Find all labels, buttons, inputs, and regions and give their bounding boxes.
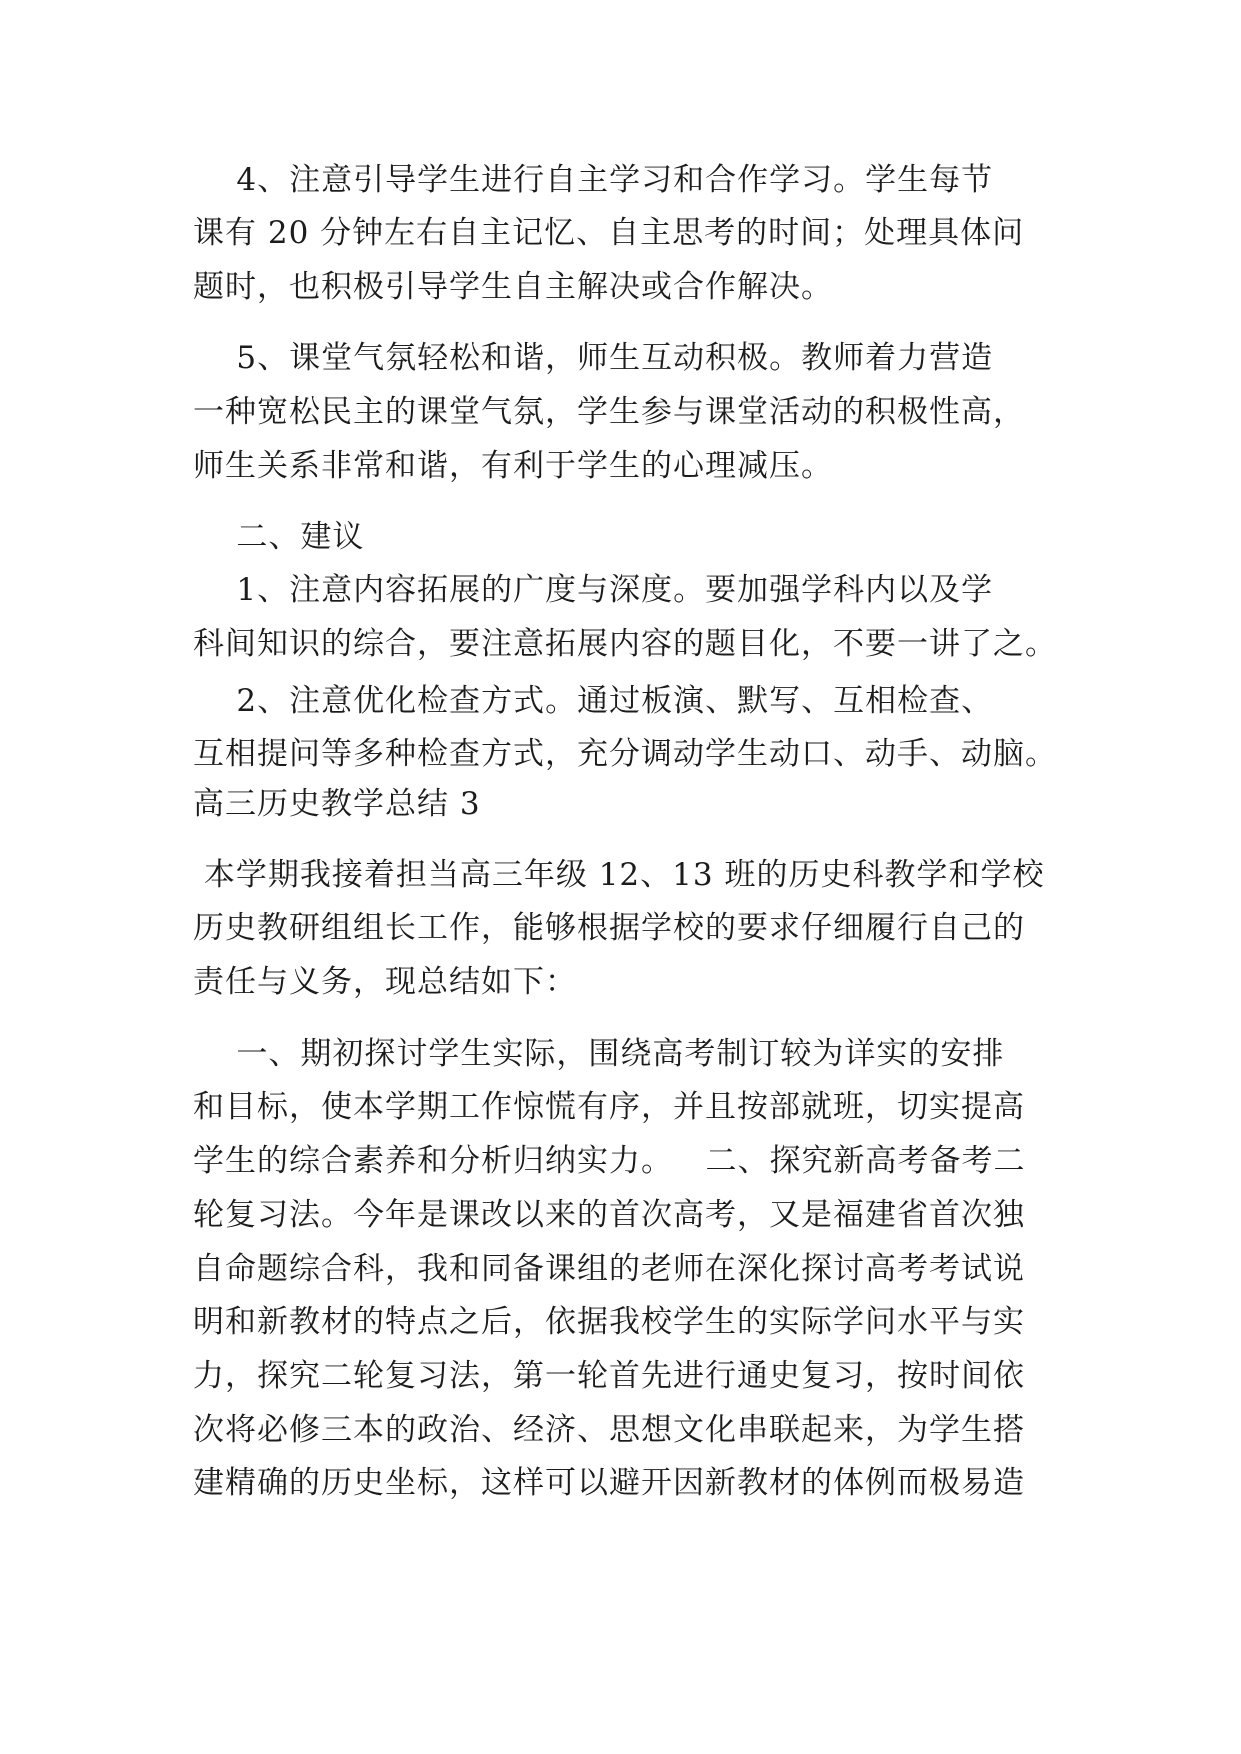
text-line: 建精确的历史坐标，这样可以避开因新教材的体例而极易造 (193, 1465, 1025, 1501)
text-line: 轮复习法。今年是课改以来的首次高考，又是福建省首次独 (193, 1197, 1025, 1233)
text-line: 责任与义务，现总结如下： (193, 964, 577, 1000)
text-line: 自命题综合科，我和同备课组的老师在深化探讨高考考试说 (193, 1251, 1025, 1287)
text-line: 师生关系非常和谐，有利于学生的心理减压。 (193, 448, 833, 484)
text-line: 5、课堂气氛轻松和谐，师生互动积极。教师着力营造 (193, 340, 994, 376)
text-line: 课有 20 分钟左右自主记忆、自主思考的时间；处理具体问 (193, 215, 1025, 251)
text-line: 1、注意内容拓展的广度与深度。要加强学科内以及学 (193, 572, 994, 608)
text-line: 互相提问等多种检查方式，充分调动学生动口、动手、动脑。 (193, 736, 1057, 772)
text-line: 2、注意优化检查方式。通过板演、默写、互相检查、 (193, 683, 994, 719)
text-line: 明和新教材的特点之后，依据我校学生的实际学问水平与实 (193, 1304, 1025, 1340)
text-line: 和目标，使本学期工作惊慌有序，并且按部就班，切实提高 (193, 1089, 1025, 1125)
text-line: 历史教研组组长工作，能够根据学校的要求仔细履行自己的 (193, 910, 1025, 946)
section-heading: 二、建议 (193, 519, 365, 555)
text-line: 一种宽松民主的课堂气氛，学生参与课堂活动的积极性高， (193, 394, 1025, 430)
text-line: 一、期初探讨学生实际，围绕高考制订较为详实的安排 (193, 1036, 1005, 1072)
document-title: 高三历史教学总结 3 (193, 786, 481, 822)
text-line: 题时，也积极引导学生自主解决或合作解决。 (193, 269, 833, 305)
text-line: 科间知识的综合，要注意拓展内容的题目化，不要一讲了之。 (193, 626, 1057, 662)
text-line: 本学期我接着担当高三年级 12、13 班的历史科教学和学校 (193, 857, 1045, 893)
text-line: 学生的综合素养和分析归纳实力。 二、探究新高考备考二 (193, 1143, 1026, 1179)
text-line: 4、注意引导学生进行自主学习和合作学习。学生每节 (193, 162, 994, 198)
text-line: 力，探究二轮复习法，第一轮首先进行通史复习，按时间依 (193, 1358, 1025, 1394)
text-line: 次将必修三本的政治、经济、思想文化串联起来，为学生搭 (193, 1412, 1025, 1448)
